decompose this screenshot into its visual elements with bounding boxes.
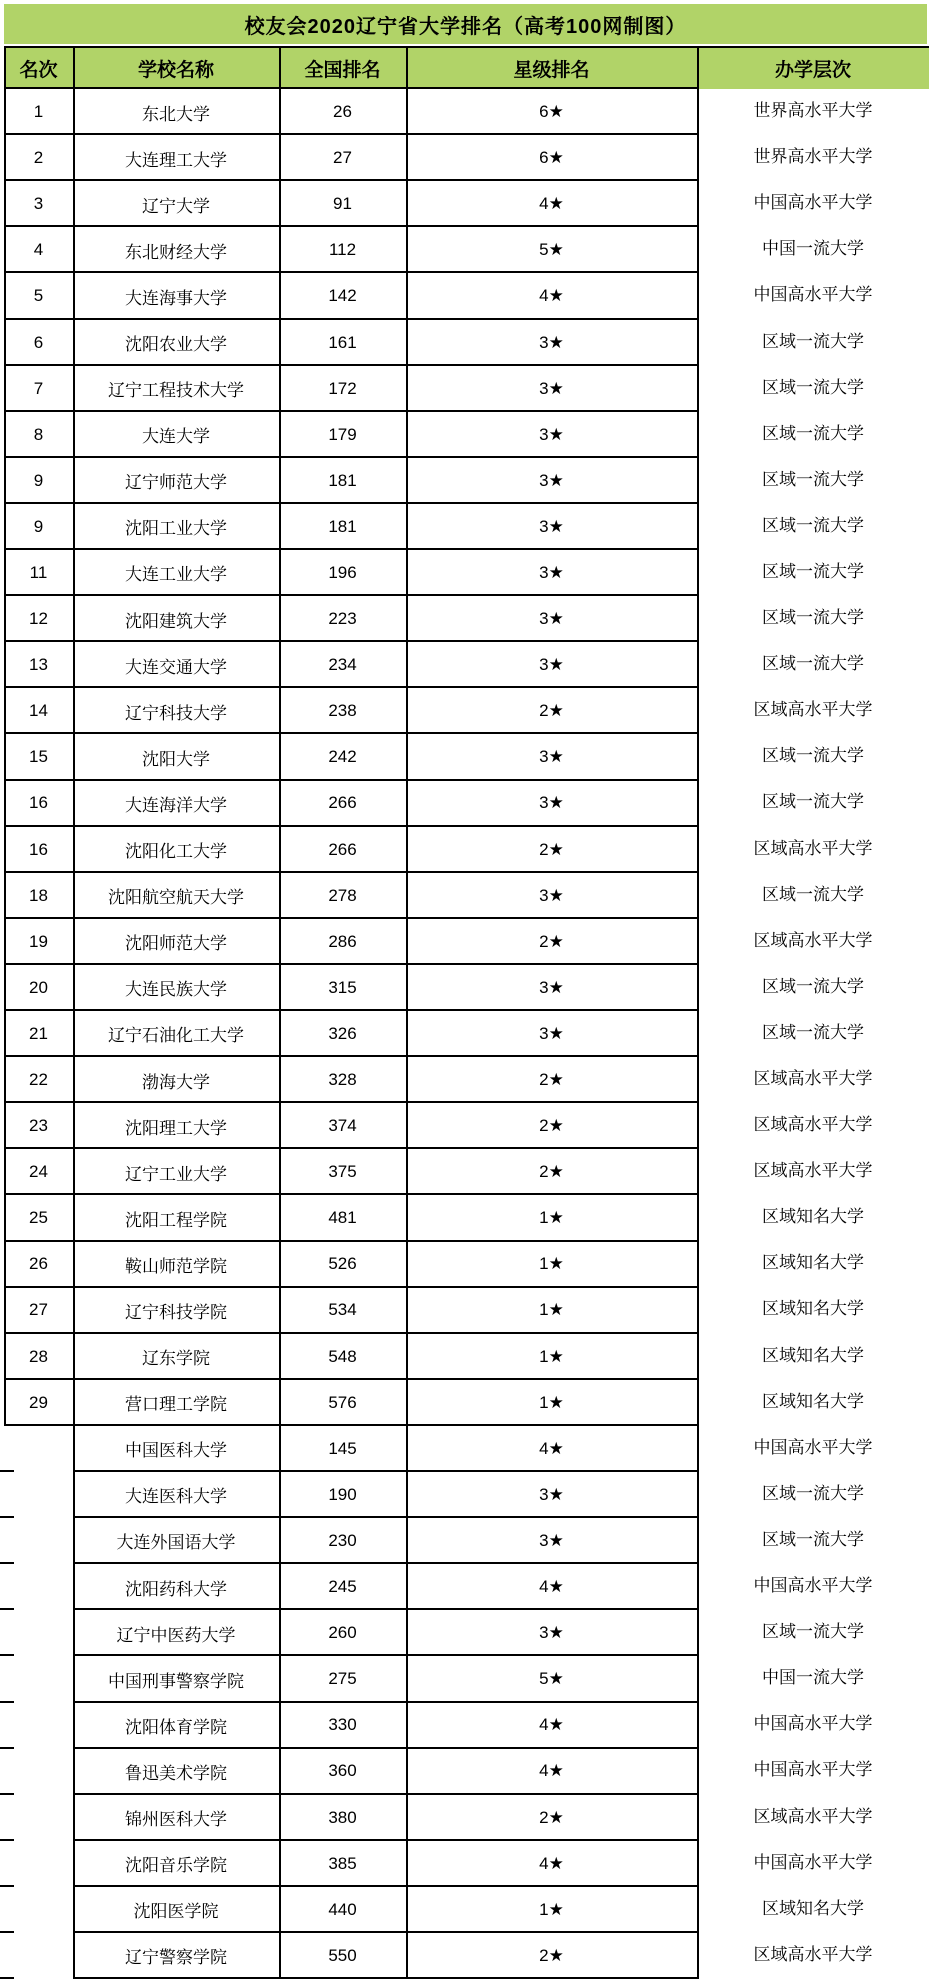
school-cell: 辽宁科技学院	[125, 1302, 227, 1322]
rank-cell	[4, 1702, 73, 1748]
school-cell: 鲁迅美术学院	[125, 1763, 227, 1783]
level-cell: 世界高水平大学	[753, 101, 873, 121]
national-rank-cell: 190	[328, 1484, 357, 1504]
table-row	[4, 1702, 929, 1748]
column-header-rank: 名次	[4, 48, 73, 89]
table-row	[4, 366, 929, 412]
rank-cell	[4, 1564, 73, 1610]
level-cell: 中国高水平大学	[753, 1714, 873, 1734]
table-row	[4, 227, 929, 273]
star-rank-cell: 1★	[539, 1346, 564, 1366]
school-cell: 沈阳建筑大学	[125, 611, 227, 631]
level-cell: 世界高水平大学	[753, 147, 873, 167]
national-rank-cell: 550	[328, 1945, 357, 1965]
level-cell: 区域知名大学	[762, 1299, 864, 1319]
table-row	[4, 1241, 929, 1287]
school-cell: 沈阳工业大学	[125, 519, 227, 539]
rank-cell	[4, 1933, 73, 1979]
star-rank-cell: 3★	[539, 1484, 564, 1504]
rank-cell: 25	[29, 1208, 48, 1228]
level-cell: 中国高水平大学	[753, 193, 873, 213]
ranking-table	[4, 46, 929, 1979]
level-cell: 中国高水平大学	[753, 1760, 873, 1780]
school-cell: 辽宁师范大学	[125, 473, 227, 493]
level-cell: 区域一流大学	[762, 423, 864, 443]
school-cell: 沈阳医学院	[133, 1902, 219, 1922]
table-row	[4, 1426, 929, 1472]
national-rank-cell: 230	[328, 1530, 357, 1550]
school-cell: 辽宁工程技术大学	[108, 381, 244, 401]
star-rank-cell: 4★	[539, 1761, 564, 1781]
star-rank-cell: 5★	[539, 1669, 564, 1689]
national-rank-cell: 238	[328, 701, 357, 721]
school-cell: 大连工业大学	[125, 565, 227, 585]
national-rank-cell: 27	[333, 148, 352, 168]
level-cell: 区域一流大学	[762, 515, 864, 535]
star-rank-cell: 3★	[539, 885, 564, 905]
level-cell: 中国高水平大学	[753, 1852, 873, 1872]
star-rank-cell: 3★	[539, 793, 564, 813]
national-rank-cell: 328	[328, 1070, 357, 1090]
level-cell: 区域一流大学	[762, 561, 864, 581]
school-cell: 辽宁警察学院	[125, 1948, 227, 1968]
national-rank-cell: 360	[328, 1761, 357, 1781]
level-cell: 区域高水平大学	[753, 1161, 873, 1181]
table-row	[4, 1610, 929, 1656]
national-rank-cell: 315	[328, 977, 357, 997]
national-rank-cell: 142	[328, 286, 357, 306]
star-rank-cell: 3★	[539, 470, 564, 490]
school-cell: 营口理工学院	[125, 1395, 227, 1415]
star-rank-cell: 3★	[539, 747, 564, 767]
star-rank-cell: 2★	[539, 1116, 564, 1136]
rank-cell: 8	[33, 424, 44, 444]
star-rank-cell: 2★	[539, 931, 564, 951]
level-cell: 区域一流大学	[762, 746, 864, 766]
school-cell: 中国刑事警察学院	[108, 1671, 244, 1691]
level-cell: 区域知名大学	[762, 1253, 864, 1273]
school-cell: 锦州医科大学	[125, 1810, 227, 1830]
national-rank-cell: 196	[328, 562, 357, 582]
star-rank-cell: 3★	[539, 378, 564, 398]
star-rank-cell: 2★	[539, 1807, 564, 1827]
star-rank-cell: 4★	[539, 286, 564, 306]
rank-cell: 4	[33, 240, 44, 260]
national-rank-cell: 112	[328, 240, 357, 260]
rank-cell	[4, 1748, 73, 1794]
level-cell: 区域知名大学	[762, 1345, 864, 1365]
school-cell: 沈阳药科大学	[125, 1579, 227, 1599]
national-rank-cell: 260	[328, 1623, 357, 1643]
rank-cell: 21	[29, 1023, 48, 1043]
table-row	[4, 873, 929, 919]
table-row	[4, 734, 929, 780]
star-rank-cell: 1★	[539, 1300, 564, 1320]
rank-cell: 7	[33, 378, 44, 398]
column-header-star-rank: 星级排名	[406, 48, 697, 89]
school-cell: 沈阳大学	[142, 749, 210, 769]
star-rank-cell: 4★	[539, 1577, 564, 1597]
star-rank-cell: 4★	[539, 1715, 564, 1735]
school-cell: 辽东学院	[142, 1349, 210, 1369]
school-cell: 沈阳体育学院	[125, 1717, 227, 1737]
rank-cell: 16	[29, 839, 48, 859]
national-rank-cell: 223	[328, 609, 357, 629]
star-rank-cell: 3★	[539, 1023, 564, 1043]
table-row	[4, 458, 929, 504]
star-rank-cell: 6★	[539, 148, 564, 168]
level-cell: 中国一流大学	[762, 1668, 864, 1688]
column-header-school: 学校名称	[73, 48, 279, 89]
rank-cell: 26	[29, 1254, 48, 1274]
rank-cell	[4, 1610, 73, 1656]
national-rank-cell: 172	[328, 378, 357, 398]
national-rank-cell: 375	[328, 1162, 357, 1182]
national-rank-cell: 526	[328, 1254, 357, 1274]
table-row	[4, 1149, 929, 1195]
table-header-row	[4, 48, 929, 89]
level-cell: 区域一流大学	[762, 469, 864, 489]
star-rank-cell: 3★	[539, 655, 564, 675]
rank-cell: 18	[29, 885, 48, 905]
school-cell: 辽宁大学	[142, 196, 210, 216]
school-cell: 辽宁石油化工大学	[108, 1026, 244, 1046]
school-cell: 大连大学	[142, 427, 210, 447]
table-row	[4, 919, 929, 965]
star-rank-cell: 3★	[539, 424, 564, 444]
table-row	[4, 688, 929, 734]
star-rank-cell: 4★	[539, 1853, 564, 1873]
star-rank-cell: 1★	[539, 1254, 564, 1274]
national-rank-cell: 275	[328, 1669, 357, 1689]
level-cell: 区域知名大学	[762, 1207, 864, 1227]
table-row	[4, 1564, 929, 1610]
national-rank-cell: 181	[328, 470, 357, 490]
star-rank-cell: 6★	[539, 102, 564, 122]
rank-cell: 3	[33, 194, 44, 214]
table-row	[4, 1287, 929, 1333]
table-row	[4, 965, 929, 1011]
table-body	[4, 89, 929, 1979]
national-rank-cell: 534	[328, 1300, 357, 1320]
table-row	[4, 1656, 929, 1702]
school-cell: 沈阳航空航天大学	[108, 888, 244, 908]
column-header-level: 办学层次	[697, 48, 929, 89]
rank-cell: 13	[29, 655, 48, 675]
table-row	[4, 1380, 929, 1426]
rank-cell: 16	[29, 793, 48, 813]
level-cell: 区域高水平大学	[753, 838, 873, 858]
star-rank-cell: 3★	[539, 1623, 564, 1643]
star-rank-cell: 4★	[539, 194, 564, 214]
school-cell: 鞍山师范学院	[125, 1256, 227, 1276]
national-rank-cell: 181	[328, 516, 357, 536]
table-row	[4, 412, 929, 458]
level-cell: 区域一流大学	[762, 654, 864, 674]
school-cell: 渤海大学	[142, 1072, 210, 1092]
star-rank-cell: 1★	[539, 1392, 564, 1412]
national-rank-cell: 330	[328, 1715, 357, 1735]
rank-cell: 1	[33, 102, 44, 122]
national-rank-cell: 380	[328, 1807, 357, 1827]
level-cell: 区域一流大学	[762, 884, 864, 904]
school-cell: 沈阳师范大学	[125, 934, 227, 954]
national-rank-cell: 26	[333, 102, 352, 122]
level-cell: 中国一流大学	[762, 239, 864, 259]
level-cell: 区域一流大学	[762, 1483, 864, 1503]
national-rank-cell: 266	[328, 839, 357, 859]
star-rank-cell: 3★	[539, 1530, 564, 1550]
rank-cell: 12	[29, 609, 48, 629]
star-rank-cell: 4★	[539, 1438, 564, 1458]
table-row	[4, 1472, 929, 1518]
table-row	[4, 273, 929, 319]
level-cell: 区域高水平大学	[753, 930, 873, 950]
school-cell: 中国医科大学	[125, 1441, 227, 1461]
national-rank-cell: 481	[328, 1208, 357, 1228]
table-row	[4, 1794, 929, 1840]
rank-cell: 20	[29, 977, 48, 997]
star-rank-cell: 3★	[539, 562, 564, 582]
level-cell: 区域一流大学	[762, 792, 864, 812]
table-row	[4, 504, 929, 550]
school-cell: 东北大学	[142, 104, 210, 124]
rank-cell: 9	[33, 516, 44, 536]
rank-cell: 2	[33, 148, 44, 168]
rank-cell: 27	[29, 1300, 48, 1320]
rank-cell: 19	[29, 931, 48, 951]
national-rank-cell: 91	[333, 194, 352, 214]
school-cell: 大连外国语大学	[116, 1533, 236, 1553]
table-row	[4, 1195, 929, 1241]
level-cell: 区域高水平大学	[753, 700, 873, 720]
national-rank-cell: 245	[328, 1577, 357, 1597]
school-cell: 大连海事大学	[125, 288, 227, 308]
table-row	[4, 550, 929, 596]
level-cell: 区域一流大学	[762, 1529, 864, 1549]
table-row	[4, 181, 929, 227]
national-rank-cell: 145	[328, 1438, 357, 1458]
national-rank-cell: 385	[328, 1853, 357, 1873]
star-rank-cell: 2★	[539, 1162, 564, 1182]
national-rank-cell: 179	[328, 424, 357, 444]
column-header-national-rank: 全国排名	[279, 48, 406, 89]
table-row	[4, 1011, 929, 1057]
national-rank-cell: 440	[328, 1899, 357, 1919]
star-rank-cell: 2★	[539, 701, 564, 721]
rank-cell: 24	[29, 1162, 48, 1182]
national-rank-cell: 242	[328, 747, 357, 767]
table-row	[4, 1057, 929, 1103]
level-cell: 区域一流大学	[762, 377, 864, 397]
school-cell: 沈阳化工大学	[125, 842, 227, 862]
rank-cell: 22	[29, 1070, 48, 1090]
level-cell: 中国高水平大学	[753, 1576, 873, 1596]
rank-cell	[4, 1656, 73, 1702]
star-rank-cell: 2★	[539, 1945, 564, 1965]
school-cell: 大连民族大学	[125, 980, 227, 1000]
level-cell: 区域高水平大学	[753, 1115, 873, 1135]
national-rank-cell: 234	[328, 655, 357, 675]
level-cell: 区域高水平大学	[753, 1806, 873, 1826]
table-row	[4, 1841, 929, 1887]
national-rank-cell: 374	[328, 1116, 357, 1136]
school-cell: 辽宁中医药大学	[116, 1625, 236, 1645]
level-cell: 区域一流大学	[762, 976, 864, 996]
page-title: 校友会2020辽宁省大学排名（高考100网制图）	[4, 4, 927, 44]
star-rank-cell: 5★	[539, 240, 564, 260]
level-cell: 区域一流大学	[762, 608, 864, 628]
national-rank-cell: 548	[328, 1346, 357, 1366]
star-rank-cell: 3★	[539, 516, 564, 536]
table-row	[4, 1334, 929, 1380]
national-rank-cell: 278	[328, 885, 357, 905]
rank-cell	[4, 1426, 73, 1472]
star-rank-cell: 1★	[539, 1208, 564, 1228]
table-row	[4, 1933, 929, 1979]
table-row	[4, 135, 929, 181]
star-rank-cell: 3★	[539, 609, 564, 629]
school-cell: 沈阳音乐学院	[125, 1856, 227, 1876]
table-row	[4, 780, 929, 826]
table-row	[4, 827, 929, 873]
school-cell: 东北财经大学	[125, 242, 227, 262]
school-cell: 辽宁科技大学	[125, 703, 227, 723]
star-rank-cell: 2★	[539, 839, 564, 859]
rank-cell: 14	[29, 701, 48, 721]
rank-cell	[4, 1518, 73, 1564]
school-cell: 沈阳理工大学	[125, 1118, 227, 1138]
rank-cell: 11	[29, 562, 48, 582]
national-rank-cell: 286	[328, 931, 357, 951]
school-cell: 辽宁工业大学	[125, 1164, 227, 1184]
national-rank-cell: 161	[328, 332, 357, 352]
rank-cell: 6	[33, 332, 44, 352]
table-row	[4, 642, 929, 688]
star-rank-cell: 1★	[539, 1899, 564, 1919]
national-rank-cell: 266	[328, 793, 357, 813]
rank-cell: 23	[29, 1116, 48, 1136]
level-cell: 中国高水平大学	[753, 1437, 873, 1457]
level-cell: 区域一流大学	[762, 1622, 864, 1642]
rank-cell	[4, 1841, 73, 1887]
level-cell: 区域高水平大学	[753, 1944, 873, 1964]
rank-cell: 28	[29, 1346, 48, 1366]
table-row	[4, 1887, 929, 1933]
national-rank-cell: 576	[328, 1392, 357, 1412]
school-cell: 大连理工大学	[125, 150, 227, 170]
rank-cell	[4, 1472, 73, 1518]
level-cell: 区域一流大学	[762, 1022, 864, 1042]
table-row	[4, 319, 929, 365]
school-cell: 大连交通大学	[125, 657, 227, 677]
table-row	[4, 1518, 929, 1564]
star-rank-cell: 2★	[539, 1070, 564, 1090]
star-rank-cell: 3★	[539, 977, 564, 997]
level-cell: 区域高水平大学	[753, 1069, 873, 1089]
table-row	[4, 1748, 929, 1794]
school-cell: 大连海洋大学	[125, 795, 227, 815]
school-cell: 沈阳工程学院	[125, 1210, 227, 1230]
level-cell: 区域知名大学	[762, 1391, 864, 1411]
rank-cell	[4, 1794, 73, 1840]
rank-cell: 29	[29, 1392, 48, 1412]
rank-cell: 15	[29, 747, 48, 767]
level-cell: 中国高水平大学	[753, 285, 873, 305]
level-cell: 区域一流大学	[762, 331, 864, 351]
table-row	[4, 89, 929, 135]
school-cell: 沈阳农业大学	[125, 335, 227, 355]
table-row	[4, 596, 929, 642]
rank-cell	[4, 1887, 73, 1933]
star-rank-cell: 3★	[539, 332, 564, 352]
rank-cell: 5	[33, 286, 44, 306]
school-cell: 大连医科大学	[125, 1487, 227, 1507]
table-row	[4, 1103, 929, 1149]
national-rank-cell: 326	[328, 1023, 357, 1043]
rank-cell: 9	[33, 470, 44, 490]
level-cell: 区域知名大学	[762, 1898, 864, 1918]
